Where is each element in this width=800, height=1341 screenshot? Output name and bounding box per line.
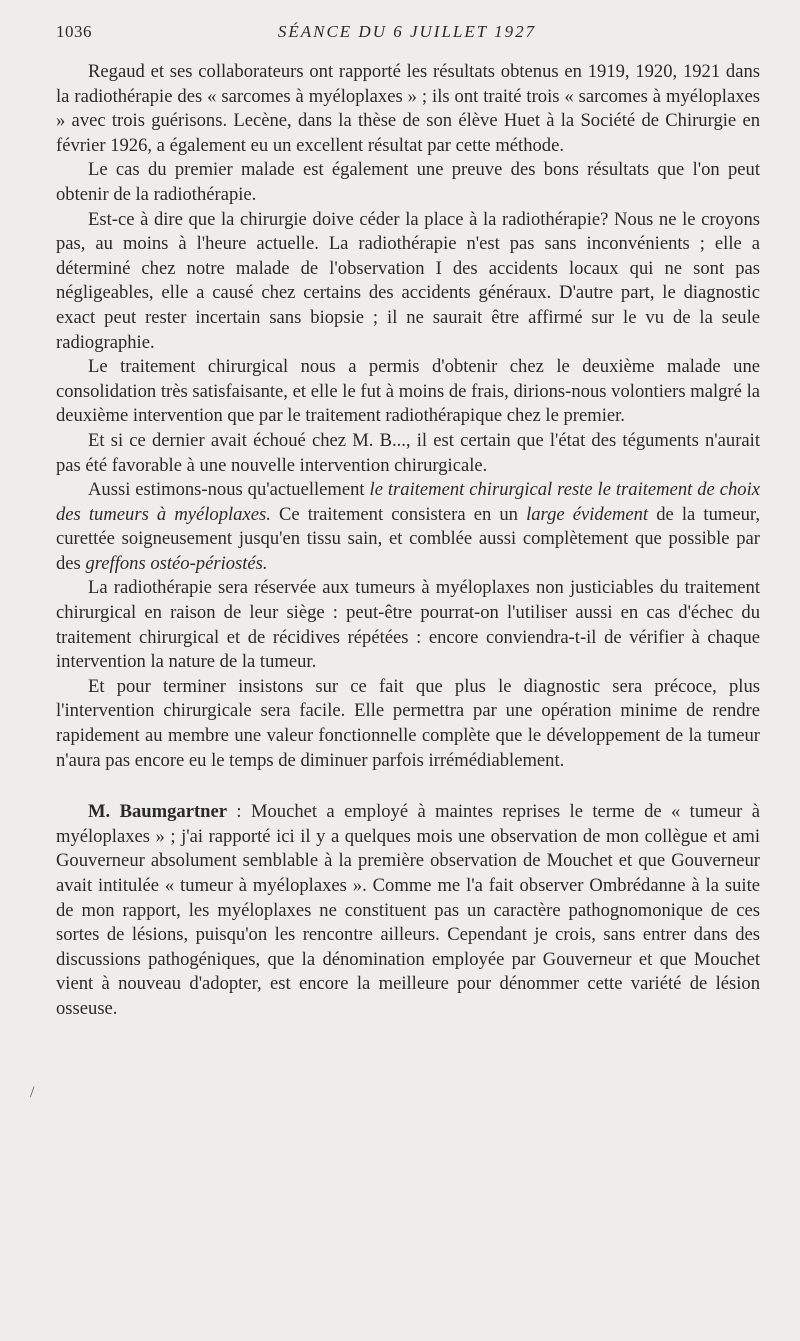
text-segment: : Mouchet a employé à maintes reprises le terme de « tumeur à myéloplaxes » ; j'ai rapporté ici il y a quelques mois une observation de mon collègue et ami Gouverneur absolument semblable à la première observation de Mouchet et que Gouverneur avait intitulée « tumeur à myéloplaxes ». Comme me l'a fait observer Ombrédanne à la suite de mon rapport, les myéloplaxes ne constituent pas un caractère pathognomonique de ces sortes de lésions, puisqu'on les rencontre ailleurs. Cependant je crois, sans entrer dans des discussions pathogéniques, que la dénomination employée par Gouverneur et que Mouchet vient à nouveau d'adopter, est encore la meilleure pour dénommer cette variété de lésion osseuse. [56, 801, 760, 1019]
text-segment: Aussi estimons-nous qu'actuellement [88, 479, 370, 501]
text-segment: Le cas du premier malade est également une preuve des bons résultats que l'on peut obtenir de la radiothérapie. [56, 159, 760, 205]
paragraph [56, 800, 760, 1021]
running-title: SÉANCE DU 6 JUILLET 1927 [277, 22, 537, 41]
paragraph [56, 576, 760, 674]
text-segment: Et si ce dernier avait échoué chez M. B..., il est certain que l'état des téguments n'aurait pas été favorable à une nouvelle intervention chirurgicale. [56, 429, 760, 476]
italic-text: large évidement [526, 503, 649, 525]
text-segment: de la tumeur, curettée soigneusement jusqu'en tissu sain, et comblée aussi complètement que possible par des [56, 503, 760, 574]
speaker-name: M. Baumgartner [88, 801, 227, 823]
text-segment: Regaud et ses collaborateurs ont rapporté les résultats obtenus en 1919, 1920, 1921 dans la radiothérapie des « sarcomes à myéloplaxes » ; ils ont traité trois « sarcomes à myéloplaxes » avec trois guérisons. Lecène, dans la thèse de son élève Huet à la Société de Chirurgie en février 1926, a également eu un excellent résultat par cette méthode. [56, 61, 760, 156]
italic-text: le traitement chirurgical reste le traitement de choix des tumeurs à myéloplaxes. [56, 479, 760, 525]
text-segment: Est-ce à dire que la chirurgie doive céder la place à la radiothérapie? Nous ne le croyons pas, au moins à l'heure actuelle. La radiothérapie n'est pas sans inconvénients ; elle a déterminé chez notre malade de l'observation I des accidents locaux qui ne sont pas négligeables, elle a causé chez certains des accidents généraux. D'autre part, le diagnostic exact peut rester incertain sans biopsie ; il ne saurait être affirmé sur le vu de la seule radiographie. [56, 208, 760, 353]
paragraph [56, 355, 760, 429]
italic-text: greffons ostéo-périostés. [85, 552, 268, 574]
paragraph [56, 429, 760, 478]
paragraph [56, 208, 760, 356]
body-text [56, 60, 760, 1022]
paragraph [56, 60, 760, 158]
margin-mark: / [30, 1084, 35, 1101]
page-number: 1036 [56, 22, 92, 41]
text-segment: La radiothérapie sera réservée aux tumeurs à myéloplaxes non justiciables du traitement chirurgical en raison de leur siège : peut-être pourrat-on l'utiliser aussi en cas d'échec du traitement chirurgical et de récidives répétées : encore conviendra-t-il de vérifier à chaque intervention la nature de la tumeur. [56, 577, 760, 673]
text-segment: Le traitement chirurgical nous a permis d'obtenir chez le deuxième malade une consolidation très satisfaisante, et elle le fut à moins de frais, dirions-nous volontiers malgré la deuxième intervention que par le traitement radiothérapique chez le premier. [56, 356, 760, 427]
text-segment: Et pour terminer insistons sur ce fait que plus le diagnostic sera précoce, plus l'intervention chirurgicale sera facile. Elle permettra par une opération minime de rendre rapidement au membre une valeur fonctionnelle complète que le développement de la tumeur n'aura pas encore eu le temps de diminuer parfois irrémédiablement. [56, 675, 760, 771]
page-header [56, 22, 758, 46]
paragraph [56, 158, 760, 207]
paragraph [56, 478, 760, 576]
text-segment: Ce traitement consistera en un [270, 503, 527, 525]
paragraph [56, 675, 760, 773]
